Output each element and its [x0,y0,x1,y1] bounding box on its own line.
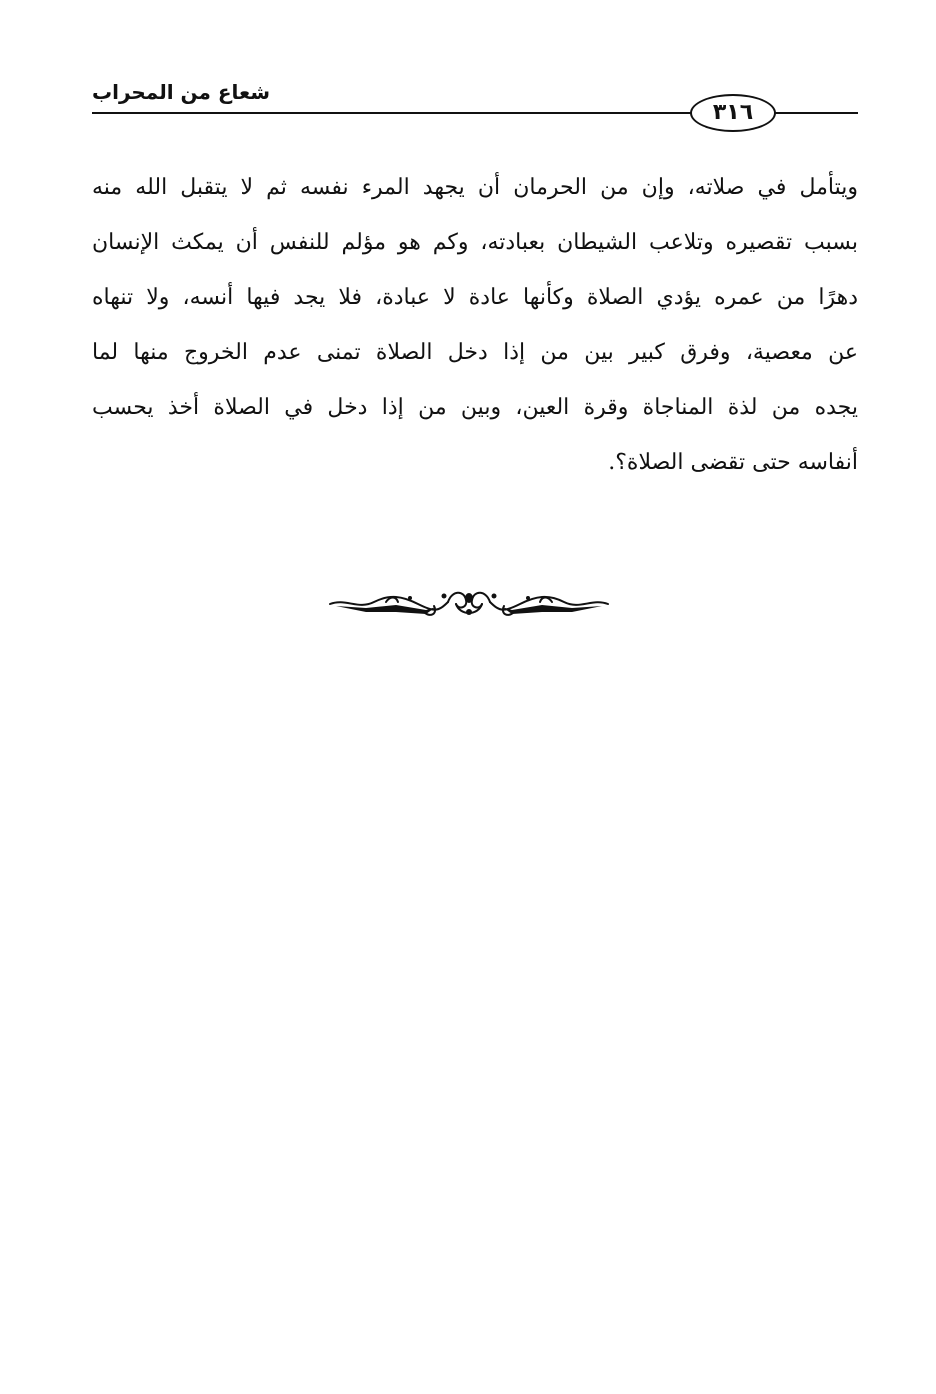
text-line: ويتأمل في صلاته، وإن من الحرمان أن يجهد المرء نفسه ثم لا يتقبل الله منه [92,175,858,200]
page-header [92,78,858,126]
text-line: بسبب تقصيره وتلاعب الشيطان بعبادته، وكم هو مؤلم للنفس أن يمكث الإنسان [92,230,858,255]
text-line: يجده من لذة المناجاة وقرة العين، وبين من إذا دخل في الصلاة أخذ يحسب [92,395,858,420]
running-title: شعاع من المحراب [92,80,271,104]
text-line: أنفاسه حتى تقضى الصلاة؟. [608,450,858,475]
text-line: دهرًا من عمره يؤدي الصلاة وكأنها عادة لا عبادة، فلا يجد فيها أنسه، ولا تنهاه [92,285,858,310]
body-paragraph [92,160,858,490]
text-line: عن معصية، وفرق كبير بين من إذا دخل الصلاة تمنى عدم الخروج منها لما [92,340,858,365]
decorative-divider-icon [326,586,612,620]
page-number: ٣١٦ [690,94,776,132]
